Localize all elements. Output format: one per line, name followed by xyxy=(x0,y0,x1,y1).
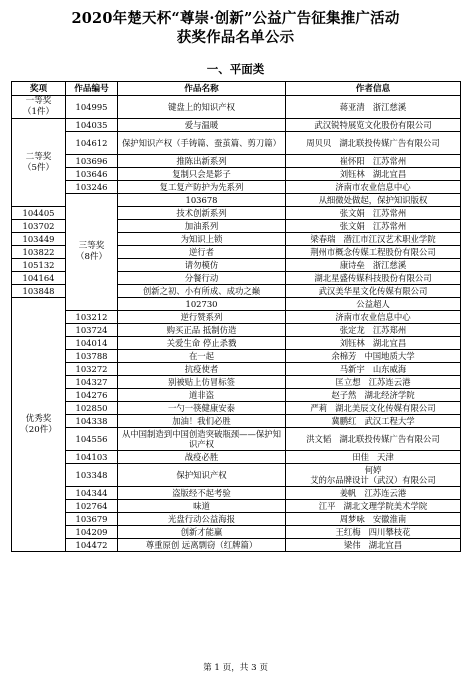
author-organization: 浙江慈溪 xyxy=(372,102,407,112)
author-organization: 湖北联投传媒广告有限公司 xyxy=(339,138,440,148)
author-organization: 湖北宜昌 xyxy=(372,338,407,348)
work-title-cell: 复工复产防护为先系列 xyxy=(118,181,286,194)
author-name: 崔怀阳 xyxy=(339,156,365,166)
work-title-cell: 爱与温暖 xyxy=(118,119,286,132)
work-title-cell: 光盘行动公益海报 xyxy=(118,513,286,526)
author-info-cell xyxy=(286,376,461,389)
author-info-cell xyxy=(286,181,461,194)
author-organization: 中国地质大学 xyxy=(364,351,415,361)
work-title-cell: 从细微处做起，保护知识版权 xyxy=(286,194,461,207)
work-id-cell: 103449 xyxy=(12,233,66,246)
work-id-cell: 103679 xyxy=(66,513,118,526)
work-title-cell: 键盘上的知识产权 xyxy=(118,96,286,119)
table-row xyxy=(12,96,461,119)
award-category-text: （5件） xyxy=(22,162,55,173)
author-name: 济南市农业信息中心 xyxy=(335,312,411,322)
work-id-cell: 104405 xyxy=(12,207,66,220)
author-organization: 江苏郑州 xyxy=(372,325,407,335)
author-info-cell xyxy=(286,207,461,220)
table-row xyxy=(12,119,461,132)
work-id-cell: 103272 xyxy=(66,363,118,376)
author-organization: 江苏连云港 xyxy=(364,488,407,498)
work-id-cell: 104344 xyxy=(66,487,118,500)
author-info-cell xyxy=(286,324,461,337)
document-title-line2: 获奖作品名单公示 xyxy=(176,29,295,46)
award-category-text: （1件） xyxy=(22,107,55,117)
author-info-cell xyxy=(286,155,461,168)
award-category-cell xyxy=(12,96,66,119)
author-name: 张文娟 xyxy=(339,208,365,218)
work-id-cell: 103678 xyxy=(118,194,286,207)
award-category-text: 三等奖 xyxy=(78,241,105,251)
work-id-cell: 105132 xyxy=(12,259,66,272)
author-name: 张定龙 xyxy=(339,325,365,335)
author-name: 武汉美华星文化传媒有限公司 xyxy=(318,286,428,296)
author-name: 洪文韬 xyxy=(306,434,332,444)
author-info-cell xyxy=(286,168,461,181)
work-id-cell: 104209 xyxy=(66,526,118,539)
author-info-cell xyxy=(286,220,461,233)
author-organization: 浙江慈溪 xyxy=(372,260,407,270)
author-organization: 湖北美辰文化传媒有限公司 xyxy=(335,403,436,413)
column-header-id: 作品编号 xyxy=(66,82,118,96)
work-title-cell: 为知识上锁 xyxy=(118,233,286,246)
work-title-cell: 一勺一筷健康安泰 xyxy=(118,402,286,415)
author-info-cell xyxy=(286,96,461,119)
table-row xyxy=(12,132,461,155)
work-title-cell: 战疫必胜 xyxy=(118,451,286,464)
author-name: 余棉芳 xyxy=(331,351,357,361)
work-title-cell: 保护知识产权（手铸篇、蚕茧篇、剪刀篇） xyxy=(118,132,286,155)
author-info-cell xyxy=(286,464,461,487)
work-id-cell: 104276 xyxy=(66,389,118,402)
work-id-cell: 102730 xyxy=(118,298,286,311)
author-info-cell xyxy=(286,246,461,259)
table-row xyxy=(12,428,461,451)
work-id-cell: 103702 xyxy=(12,220,66,233)
award-category-text: 一等奖 xyxy=(25,96,52,106)
author-organization: 湖北宜昌 xyxy=(368,540,403,550)
author-name: 刘钰林 xyxy=(339,169,365,179)
author-info-cell xyxy=(286,526,461,539)
author-name: 周贝贝 xyxy=(306,138,332,148)
author-info-cell xyxy=(286,132,461,155)
author-name: 张文娟 xyxy=(339,221,365,231)
table-row xyxy=(12,324,461,337)
awards-table xyxy=(11,81,461,552)
work-id-cell: 104995 xyxy=(66,96,118,119)
author-info-cell xyxy=(286,451,461,464)
work-title-cell: 创新才能赢 xyxy=(118,526,286,539)
table-row xyxy=(12,539,461,552)
author-organization: 湖北文理学院美术学院 xyxy=(343,501,428,511)
author-organization: 湖北经济学院 xyxy=(364,390,415,400)
author-name: 荆州市概念传媒工程股份有限公司 xyxy=(310,247,436,257)
award-category-cell xyxy=(12,119,66,207)
work-title-cell: 分餐行动 xyxy=(118,272,286,285)
column-header-author: 作者信息 xyxy=(286,82,461,96)
author-info-cell xyxy=(286,259,461,272)
author-organization: 江苏常州 xyxy=(372,221,407,231)
work-id-cell: 103822 xyxy=(12,246,66,259)
work-id-cell: 102764 xyxy=(66,500,118,513)
table-header-row xyxy=(12,82,461,96)
work-id-cell: 104338 xyxy=(66,415,118,428)
author-name: 湖北星盛传媒科技股份有限公司 xyxy=(314,273,432,283)
table-row xyxy=(12,451,461,464)
author-info-cell xyxy=(286,311,461,324)
author-organization: 湖北宜昌 xyxy=(372,169,407,179)
table-row xyxy=(12,181,461,194)
author-organization: 天津 xyxy=(377,452,394,462)
table-row xyxy=(12,500,461,513)
table-row xyxy=(12,311,461,324)
author-organization: 山东威海 xyxy=(372,364,407,374)
work-title-cell: 尊重原创 远离剽窃（红牌篇） xyxy=(118,539,286,552)
table-row xyxy=(12,389,461,402)
table-row xyxy=(12,487,461,500)
author-info-cell xyxy=(286,513,461,526)
work-title-cell: 创新之初、小有所成、成功之巅 xyxy=(118,285,286,298)
author-name: 刘钰林 xyxy=(339,338,365,348)
author-info-cell xyxy=(286,389,461,402)
table-row xyxy=(12,415,461,428)
table-row xyxy=(12,168,461,181)
column-header-award: 奖项 xyxy=(12,82,66,96)
section-title: 一、平面类 xyxy=(206,62,265,76)
work-title-cell: 在一起 xyxy=(118,350,286,363)
author-name: 王红梅 xyxy=(335,527,361,537)
work-title-cell: 味道 xyxy=(118,500,286,513)
table-body xyxy=(12,96,461,552)
author-name: 艾的尔品牌设计（武汉）有限公司 xyxy=(310,475,436,485)
author-name: 蒋亚清 xyxy=(339,102,365,112)
column-header-title: 作品名称 xyxy=(118,82,286,96)
author-info-cell xyxy=(286,487,461,500)
work-id-cell: 104612 xyxy=(66,132,118,155)
author-organization: 江苏常州 xyxy=(372,208,407,218)
work-title-cell: 保护知识产权 xyxy=(118,464,286,487)
author-name: 匡立想 xyxy=(335,377,361,387)
work-id-cell: 104164 xyxy=(12,272,66,285)
author-name: 周梦咏 xyxy=(339,514,365,524)
table-row xyxy=(12,350,461,363)
work-title-cell: 盗版经不起考验 xyxy=(118,487,286,500)
award-category-cell xyxy=(66,194,118,311)
author-name: 田佳 xyxy=(352,452,369,462)
award-category-text: 二等奖 xyxy=(25,151,52,162)
work-id-cell: 104556 xyxy=(66,428,118,451)
author-info-cell xyxy=(286,428,461,451)
author-organization: 武汉工程大学 xyxy=(364,416,415,426)
work-id-cell: 103696 xyxy=(66,155,118,168)
author-organization: 湖北联投传媒广告有限公司 xyxy=(339,434,440,444)
author-info-cell xyxy=(286,337,461,350)
author-name: 康诗垒 xyxy=(339,260,365,270)
work-id-cell: 103788 xyxy=(66,350,118,363)
table-row xyxy=(12,194,461,207)
author-info-cell xyxy=(286,350,461,363)
work-id-cell: 104014 xyxy=(66,337,118,350)
award-category-cell xyxy=(12,298,66,552)
table-row xyxy=(12,363,461,376)
author-organization: 四川攀枝花 xyxy=(368,527,411,537)
work-title-cell: 逆行者 xyxy=(118,246,286,259)
work-title-cell: 公益超人 xyxy=(286,298,461,311)
author-info-cell xyxy=(286,402,461,415)
author-name: 梁春瑞 xyxy=(310,234,336,244)
author-name: 冀鹏红 xyxy=(331,416,357,426)
work-title-cell: 道非盗 xyxy=(118,389,286,402)
table-row xyxy=(12,376,461,389)
work-title-cell: 关爱生命 停止杀戮 xyxy=(118,337,286,350)
work-id-cell: 103646 xyxy=(66,168,118,181)
table-row xyxy=(12,155,461,168)
author-name: 武汉锐特展览文化股份有限公司 xyxy=(314,120,432,130)
award-category-text: （20件） xyxy=(20,424,57,435)
work-title-cell: 加油系列 xyxy=(118,220,286,233)
work-id-cell: 104327 xyxy=(66,376,118,389)
author-organization: 江苏常州 xyxy=(372,156,407,166)
author-info-cell xyxy=(286,285,461,298)
work-title-cell: 购买正品 抵制仿造 xyxy=(118,324,286,337)
author-name: 姜帆 xyxy=(339,488,357,498)
work-id-cell: 103212 xyxy=(66,311,118,324)
table-row xyxy=(12,337,461,350)
page-footer: 第 1 页，共 3 页 xyxy=(203,663,268,673)
author-name: 马新宇 xyxy=(339,364,365,374)
author-info-cell xyxy=(286,500,461,513)
table-row xyxy=(12,464,461,487)
work-title-cell: 抗疫使者 xyxy=(118,363,286,376)
author-name: 梁伟 xyxy=(343,540,361,550)
work-id-cell: 103246 xyxy=(66,181,118,194)
author-organization: 安徽淮南 xyxy=(372,514,407,524)
work-title-cell: 复制只会是影子 xyxy=(118,168,286,181)
table-row xyxy=(12,513,461,526)
author-info-cell xyxy=(286,233,461,246)
document-title-line1: 2020年楚天杯“尊崇·创新”公益广告征集推广活动 xyxy=(71,10,400,27)
work-title-cell: 从中国制造到中国创造突破瓶颈——保护知识产权 xyxy=(118,428,286,451)
work-title-cell: 技术创新系列 xyxy=(118,207,286,220)
author-info-cell xyxy=(286,415,461,428)
author-organization: 潜江市江汉艺术职业学院 xyxy=(343,234,436,244)
work-id-cell: 104472 xyxy=(66,539,118,552)
work-title-cell: 加油！我们必胜 xyxy=(118,415,286,428)
award-category-text: （8件） xyxy=(75,252,108,262)
author-name: 赵子然 xyxy=(331,390,357,400)
author-info-cell xyxy=(286,119,461,132)
work-title-cell: 别被贴上仿冒标签 xyxy=(118,376,286,389)
work-id-cell: 103348 xyxy=(66,464,118,487)
award-category-text: 优秀奖 xyxy=(25,413,52,424)
work-id-cell: 102850 xyxy=(66,402,118,415)
work-id-cell: 103724 xyxy=(66,324,118,337)
work-title-cell: 逆行赞系列 xyxy=(118,311,286,324)
table-row xyxy=(12,402,461,415)
author-info-cell xyxy=(286,539,461,552)
work-id-cell: 103848 xyxy=(12,285,66,298)
work-title-cell: 推陈出新系列 xyxy=(118,155,286,168)
table-row xyxy=(12,526,461,539)
author-name: 江平 xyxy=(318,501,336,511)
author-name: 何婷 xyxy=(364,465,382,475)
author-organization: 江苏连云港 xyxy=(368,377,411,387)
author-name: 济南市农业信息中心 xyxy=(335,182,411,192)
work-id-cell: 104103 xyxy=(66,451,118,464)
work-id-cell: 104035 xyxy=(66,119,118,132)
author-info-cell xyxy=(286,363,461,376)
author-info-cell xyxy=(286,272,461,285)
work-title-cell: 请勿模仿 xyxy=(118,259,286,272)
author-name: 严莉 xyxy=(310,403,328,413)
